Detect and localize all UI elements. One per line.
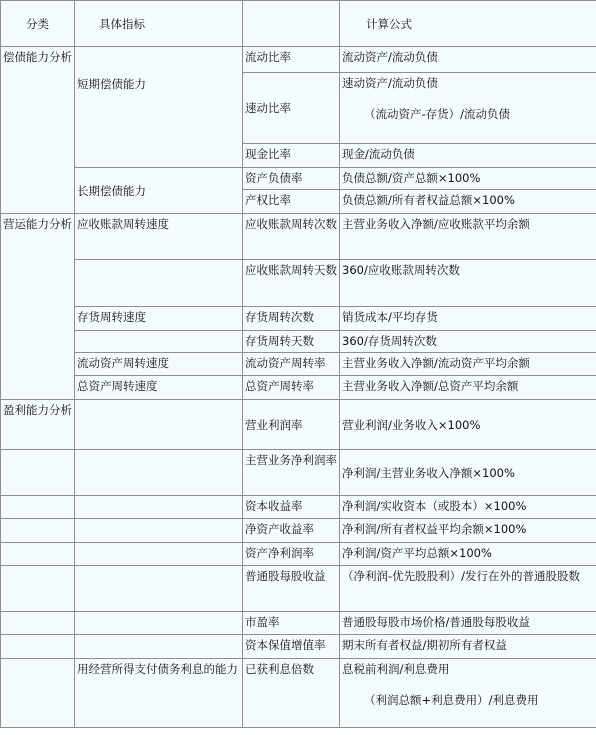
- group-total-assets-turnover-speed: 总资产周转速度: [75, 376, 243, 400]
- metric-operating-margin: 营业利润率: [243, 400, 340, 450]
- table-row: [1, 519, 596, 543]
- table-row: [1, 635, 596, 659]
- formula-inventory-turnover-days: 360/存货周转次数: [340, 331, 596, 353]
- metric-capital-preservation: 资本保值增值率: [243, 635, 340, 659]
- header-blank: [243, 1, 340, 47]
- table-row: [1, 400, 596, 450]
- empty-cell: [1, 519, 75, 543]
- empty-cell: [1, 635, 75, 659]
- group-interest-coverage-ability: 用经营所得支付债务利息的能力: [75, 659, 243, 728]
- empty-cell: [1, 496, 75, 519]
- formula-roe: 净利润/所有者权益平均余额×100%: [340, 519, 596, 543]
- formula-current-assets-turnover: 主营业务收入净额/流动资产平均余额: [340, 353, 596, 376]
- metric-debt-ratio: 资产负债率: [243, 168, 340, 190]
- metric-inventory-turnover-days: 存货周转天数: [243, 331, 340, 353]
- empty-cell: [75, 260, 243, 307]
- metric-pe: 市盈率: [243, 612, 340, 635]
- table-row: [1, 496, 596, 519]
- table-row: [1, 331, 596, 353]
- empty-cell: [75, 400, 243, 450]
- formula-receivables-turnover-days: 360/应收账款周转次数: [340, 260, 596, 307]
- table-row: [1, 307, 596, 331]
- formula-total-assets-turnover: 主营业务收入净额/总资产平均余额: [340, 376, 596, 400]
- table-row: [1, 47, 596, 73]
- group-long-term: 长期偿债能力: [75, 168, 243, 214]
- group-receivables-turnover-speed: 应收账款周转速度: [75, 214, 243, 260]
- formula-debt-ratio: 负债总额/资产总额×100%: [340, 168, 596, 190]
- empty-cell: [75, 331, 243, 353]
- metric-roe: 净资产收益率: [243, 519, 340, 543]
- metric-quick-ratio: 速动比率: [243, 73, 340, 144]
- metric-equity-ratio: 产权比率: [243, 190, 340, 214]
- table-row: [1, 214, 596, 260]
- group-inventory-turnover-speed: 存货周转速度: [75, 307, 243, 331]
- formula-times-interest-earned-line1: 息税前利润/利息费用: [342, 662, 450, 676]
- empty-cell: [75, 635, 243, 659]
- formula-times-interest-earned: [340, 659, 596, 728]
- header-formula: 计算公式: [340, 1, 596, 47]
- header-category: 分类: [1, 1, 75, 47]
- empty-cell: [75, 612, 243, 635]
- empty-cell: [1, 612, 75, 635]
- table-row: [1, 168, 596, 190]
- formula-capital-return: 净利润/实收资本（或股本）×100%: [340, 496, 596, 519]
- metric-total-assets-turnover: 总资产周转率: [243, 376, 340, 400]
- table-row: [1, 566, 596, 612]
- formula-cash-ratio: 现金/流动负债: [340, 144, 596, 168]
- formula-quick-ratio-line1: 速动资产/流动负债: [342, 76, 438, 90]
- formula-quick-ratio-line2: （流动资产-存货）/流动负债: [364, 107, 511, 121]
- metric-times-interest-earned: 已获利息倍数: [243, 659, 340, 728]
- metric-receivables-turnover-days: 应收账款周转天数: [243, 260, 340, 307]
- empty-cell: [1, 566, 75, 612]
- formula-receivables-turnover-times: 主营业务收入净额/应收账款平均余额: [340, 214, 596, 260]
- table-row: [1, 612, 596, 635]
- metric-current-assets-turnover: 流动资产周转率: [243, 353, 340, 376]
- empty-cell: [75, 543, 243, 566]
- empty-cell: [75, 496, 243, 519]
- metric-main-business-net-margin: 主营业务净利润率: [243, 450, 340, 496]
- table-row: [1, 543, 596, 566]
- formula-capital-preservation: 期末所有者权益/期初所有者权益: [340, 635, 596, 659]
- formula-operating-margin: 营业利润/业务收入×100%: [340, 400, 596, 450]
- group-short-term: 短期偿债能力: [75, 47, 243, 168]
- section-operating: 营运能力分析: [1, 214, 75, 400]
- empty-cell: [1, 543, 75, 566]
- metric-cash-ratio: 现金比率: [243, 144, 340, 168]
- empty-cell: [1, 450, 75, 496]
- formula-eps: （净利润-优先股股利）/发行在外的普通股股数: [340, 566, 596, 612]
- formula-inventory-turnover-times: 销货成本/平均存货: [340, 307, 596, 331]
- group-current-assets-turnover-speed: 流动资产周转速度: [75, 353, 243, 376]
- section-profitability: 盈利能力分析: [1, 400, 75, 450]
- formula-equity-ratio: 负债总额/所有者权益总额×100%: [340, 190, 596, 214]
- table-row: [1, 353, 596, 376]
- formula-quick-ratio: [340, 73, 596, 144]
- formula-roa: 净利润/资产平均总额×100%: [340, 543, 596, 566]
- empty-cell: [75, 566, 243, 612]
- empty-cell: [75, 450, 243, 496]
- metric-capital-return: 资本收益率: [243, 496, 340, 519]
- formula-current-ratio: 流动资产/流动负债: [340, 47, 596, 73]
- empty-cell: [75, 519, 243, 543]
- table-row: [1, 260, 596, 307]
- table-header-row: [1, 1, 596, 47]
- metric-eps: 普通股每股收益: [243, 566, 340, 612]
- metric-receivables-turnover-times: 应收账款周转次数: [243, 214, 340, 260]
- metric-current-ratio: 流动比率: [243, 47, 340, 73]
- metric-inventory-turnover-times: 存货周转次数: [243, 307, 340, 331]
- formula-main-business-net-margin: 净利润/主营业务收入净额×100%: [340, 450, 596, 496]
- header-indicator: 具体指标: [75, 1, 243, 47]
- metric-roa: 资产净利润率: [243, 543, 340, 566]
- formula-pe: 普通股每股市场价格/普通股每股收益: [340, 612, 596, 635]
- table-row: [1, 659, 596, 728]
- table-row: [1, 376, 596, 400]
- formula-times-interest-earned-line2: （利润总额+利息费用）/利息费用: [364, 693, 539, 707]
- empty-cell: [1, 659, 75, 728]
- section-solvency: 偿债能力分析: [1, 47, 75, 214]
- table-row: [1, 450, 596, 496]
